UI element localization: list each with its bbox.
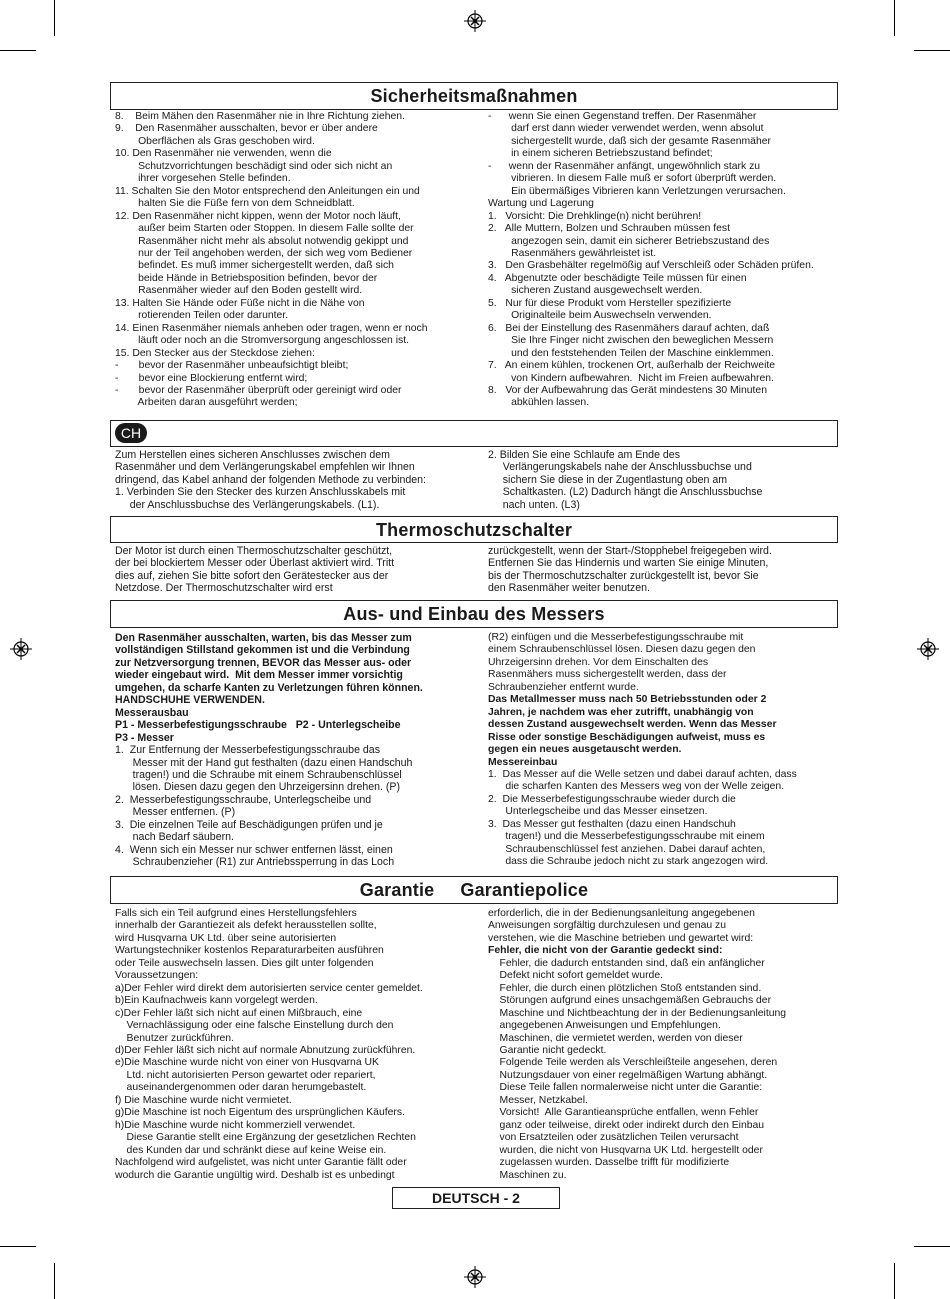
text-line: Arbeiten daran ausgeführt werden;: [115, 397, 298, 409]
text-line: die scharfen Kanten des Messers weg von der Welle zeigen.: [488, 781, 785, 793]
text-line: Wartung und Lagerung: [488, 198, 594, 210]
text-line: befindet. Es muß immer sichergestellt werden, daß sich: [115, 260, 394, 272]
text-line: wodurch die Garantie ungültig wird. Deshalb ist es unbedingt: [115, 1169, 395, 1181]
text-line: e)Die Maschine wurde nicht von einer von Husqvarna UK: [115, 1057, 379, 1069]
text-line: und den feststehenden Teilen der Maschine einklemmen.: [488, 347, 774, 359]
text-line: Defekt nicht sofort gemeldet wurde.: [488, 970, 663, 982]
text-line: Messerausbau: [115, 706, 189, 719]
text-line: Voraussetzungen:: [115, 970, 199, 982]
text-line: - wenn der Rasenmäher anfängt, ungewöhnlich stark zu: [488, 160, 761, 172]
text-line: Fehler, die dadurch entstanden sind, daß ein anfänglicher: [488, 957, 765, 969]
text-line: 3. Die einzelnen Teile auf Beschädigungen prüfen und je: [115, 818, 383, 831]
text-line: abkühlen lassen.: [488, 397, 590, 409]
text-line: 14. Einen Rasenmäher niemals anheben oder tragen, wenn er noch: [115, 322, 428, 334]
text-line: 5. Nur für diese Produkt vom Hersteller spezifizierte: [488, 297, 732, 309]
text-line: Verlängerungskabels nahe der Anschlussbuchse und: [488, 461, 752, 474]
crop-mark-bottom-right-h: [914, 1246, 950, 1247]
blade-right-column: [488, 632, 838, 869]
text-line: tragen!) und die Messerbefestigungsschraube mit einem: [488, 831, 765, 843]
text-line: des Kunden dar und schränkt diese auf keine Weise ein.: [115, 1144, 387, 1156]
blade-left-column: [115, 632, 487, 869]
text-line: umgehen, da scharfe Kanten zu Verletzungen führen können.: [115, 681, 423, 694]
registration-mark-icon: [917, 638, 939, 660]
text-line: Messer, Netzkabel.: [488, 1094, 588, 1106]
crop-mark-bottom-right-v: [894, 1263, 895, 1299]
text-line: tragen!) und die Schraube mit einem Schraubenschlüssel: [115, 768, 402, 781]
section-title: Garantie Garantiepolice: [359, 880, 589, 900]
crop-mark-bottom-left-v: [54, 1263, 55, 1299]
section-title: Sicherheitsmaßnahmen: [370, 86, 578, 106]
text-line: Diese Garantie stellt eine Ergänzung der gesetzlichen Rechten: [115, 1132, 416, 1144]
text-line: c)Der Fehler läßt sich nicht auf einen Mißbrauch, eine: [115, 1007, 363, 1019]
text-line: Rasenmäher wieder auf den Boden gestellt wird.: [115, 285, 363, 297]
text-line: 2. Alle Muttern, Bolzen und Schrauben müssen fest: [488, 223, 731, 235]
text-line: - bevor eine Blockierung entfernt wird;: [115, 372, 308, 384]
text-line: 11. Schalten Sie den Motor entsprechend den Anleitungen ein und: [115, 185, 420, 197]
text-line: Das Metallmesser muss nach 50 Betriebsstunden oder 2: [488, 694, 767, 706]
text-line: Rasenmäher und dem Verlängerungskabel empfehlen wir Ihnen: [115, 461, 415, 474]
text-line: Fehler, die nicht von der Garantie gedeckt sind:: [488, 945, 723, 957]
text-line: Vernachlässigung oder eine falsche Einstellung durch den: [115, 1020, 394, 1032]
country-badge: CH: [115, 423, 147, 443]
text-line: 15. Den Stecker aus der Steckdose ziehen:: [115, 347, 315, 359]
text-line: sichern Sie diese in der Zugentlastung oben am: [488, 473, 728, 486]
section-header-warranty: [110, 876, 838, 904]
text-line: 13. Halten Sie Hände oder Füße nicht in die Nähe von: [115, 297, 365, 309]
text-line: dringend, das Kabel anhand der folgenden Methode zu verbinden:: [115, 473, 426, 486]
text-line: vollständigen Stillstand gekommen ist und die Verbindung: [115, 644, 410, 657]
text-line: 2. Bilden Sie eine Schlaufe am Ende des: [488, 449, 680, 461]
text-line: Uhrzeigersinn drehen. Vor dem Einschalten des: [488, 656, 709, 668]
text-line: innerhalb der Garantiezeit als defekt herausstellen sollte,: [115, 920, 377, 932]
text-line: 1. Vorsicht: Die Drehklinge(n) nicht berühren!: [488, 210, 702, 222]
text-line: 3. Das Messer gut festhalten (dazu einen Handschuh: [488, 818, 736, 830]
text-line: 4. Wenn sich ein Messer nur schwer entfernen lässt, einen: [115, 843, 393, 856]
text-line: Störungen aufgrund eines unsachgemäßen Gebrauchs der: [488, 995, 772, 1007]
section-header-safety: [110, 82, 838, 110]
crop-mark-bottom-left-h: [0, 1246, 36, 1247]
text-line: 8. Vor der Aufbewahrung das Gerät mindestens 30 Minuten: [488, 384, 767, 396]
text-line: nur der Teil angehoben werden, der sich weg vom Bediener: [115, 247, 413, 259]
text-line: d)Der Fehler läßt sich nicht auf normale Abnutzung zurückführen.: [115, 1044, 416, 1056]
text-line: Ein übermäßiges Vibrieren kann Verletzungen verursachen.: [488, 185, 786, 197]
text-line: zurückgestellt, wenn der Start-/Stopphebel freigegeben wird.: [488, 545, 772, 557]
text-line: - wenn Sie einen Gegenstand treffen. Der Rasenmäher: [488, 111, 757, 122]
text-line: 1. Verbinden Sie den Stecker des kurzen Anschlusskabels mit: [115, 486, 406, 499]
text-line: Fehler, die durch einen plötzlichen Stoß entstanden sind.: [488, 982, 762, 994]
text-line: halten Sie die Füße fern von dem Schneidblatt.: [115, 198, 355, 210]
text-line: HANDSCHUHE VERWENDEN.: [115, 694, 265, 707]
text-line: dass die Schraube jedoch nicht zu stark angezogen wird.: [488, 856, 769, 868]
text-line: Netzdose. Der Thermoschutzschalter wird erst: [115, 582, 333, 595]
text-line: Sie Ihre Finger nicht zwischen den beweglichen Messern: [488, 335, 774, 347]
text-line: der Anschlussbuchse des Verlängerungskabels. (L1).: [115, 498, 380, 511]
text-line: Schutzvorrichtungen beschädigt sind oder sich nicht an: [115, 160, 393, 172]
ch-right-column: [488, 449, 838, 511]
text-line: f) Die Maschine wurde nicht vermietet.: [115, 1094, 292, 1106]
text-line: nach unten. (L3): [488, 498, 580, 511]
text-line: g)Die Maschine ist noch Eigentum des ursprünglichen Käufers.: [115, 1107, 405, 1119]
text-line: Entfernen Sie das Hindernis und warten Sie einige Minuten,: [488, 557, 769, 570]
crop-mark-top-right-v: [894, 0, 895, 36]
text-line: dessen Zustand ausgewechselt werden. Wenn das Messer: [488, 719, 777, 731]
crop-mark-top-left-h: [0, 50, 36, 51]
text-line: gegen ein neues ausgetauscht werden.: [488, 744, 682, 756]
section-title: Thermoschutzschalter: [375, 520, 573, 540]
text-line: erforderlich, die in der Bedienungsanleitung angegebenen: [488, 908, 755, 919]
text-line: Nutzungsdauer von einer regelmäßigen Wartung abhängt.: [488, 1069, 768, 1081]
text-line: Oberflächen als Gras geschoben wird.: [115, 135, 315, 147]
text-line: 10. Den Rasenmäher nie verwenden, wenn die: [115, 148, 332, 160]
text-line: 1. Zur Entfernung der Messerbefestigungsschraube das: [115, 744, 380, 757]
text-line: wieder eingebaut wird. Mit dem Messer immer vorsichtig: [115, 669, 403, 682]
text-line: h)Die Maschine wurde nicht kommerziell verwendet.: [115, 1119, 356, 1131]
text-line: Messer mit der Hand gut festhalten (dazu einen Handschuh: [115, 756, 413, 769]
text-line: Jahren, je nachdem was eher zutrifft, unabhängig von: [488, 706, 754, 718]
text-line: Diese Teile fallen normalerweise nicht unter die Garantie:: [488, 1082, 763, 1094]
text-line: - bevor der Rasenmäher überprüft oder gereinigt wird oder: [115, 384, 402, 396]
text-line: Schraubenzieher (R1) zur Antriebssperrung in das Loch: [115, 856, 395, 869]
text-line: von Ersatzteilen oder zusätzlichen Teilen verursacht: [488, 1132, 739, 1144]
registration-mark-icon: [10, 638, 32, 660]
text-line: 2. Messerbefestigungsschraube, Unterlegscheibe und: [115, 793, 372, 806]
text-line: zur Netzversorgung trennen, BEVOR das Messer aus- oder: [115, 656, 412, 669]
text-line: Ltd. nicht autorisierten Person gewartet oder repariert,: [115, 1069, 376, 1081]
text-line: rotierenden Teilen oder darunter.: [115, 310, 289, 322]
text-line: Garantie nicht gedeckt.: [488, 1044, 607, 1056]
text-line: (R2) einfügen und die Messerbefestigungsschraube mit: [488, 632, 744, 643]
text-line: b)Ein Kaufnachweis kann vorgelegt werden.: [115, 995, 318, 1007]
text-line: oder Teile auswechseln lassen. Dies gilt unter folgenden: [115, 957, 374, 969]
text-line: verstehen, wie die Maschine betrieben und gewartet wird:: [488, 932, 754, 944]
text-line: P1 - Messerbefestigungsschraube P2 - Unterlegscheibe: [115, 719, 401, 732]
text-line: - bevor der Rasenmäher unbeaufsichtigt bleibt;: [115, 360, 349, 372]
text-line: Maschinen, die vermietet werden, werden von dieser: [488, 1032, 743, 1044]
text-line: von Kindern aufbewahren. Nicht im Freien aufbewahren.: [488, 372, 774, 384]
section-header-blade: [110, 600, 838, 628]
section-header-thermo: [110, 516, 838, 543]
text-line: Der Motor ist durch einen Thermoschutzschalter geschützt,: [115, 545, 393, 557]
text-line: Folgende Teile werden als Verschleißteile angesehen, deren: [488, 1057, 778, 1069]
text-line: 2. Die Messerbefestigungsschraube wieder durch die: [488, 793, 736, 805]
text-line: 9. Den Rasenmäher ausschalten, bevor er über andere: [115, 123, 378, 135]
text-line: Risse oder sonstige Beschädigungen aufweist, muss es: [488, 731, 766, 743]
text-line: in einem sicheren Betriebszustand befindet;: [488, 148, 713, 160]
text-line: Maschinen zu.: [488, 1169, 567, 1181]
registration-mark-icon: [464, 1266, 486, 1288]
text-line: Originalteile beim Auswechseln verwenden.: [488, 310, 712, 322]
text-line: Den Rasenmäher ausschalten, warten, bis das Messer zum: [115, 632, 412, 644]
ch-left-column: [115, 449, 487, 511]
text-line: nach Bedarf säubern.: [115, 831, 234, 844]
text-line: einem Schraubenschlüssel lösen. Diesen dazu gegen den: [488, 644, 756, 656]
text-line: ganz oder teilweise, direkt oder indirekt durch den Einbau: [488, 1119, 765, 1131]
thermo-right-column: [488, 545, 838, 595]
text-line: 1. Das Messer auf die Welle setzen und dabei darauf achten, dass: [488, 768, 797, 780]
text-line: sicheren Zustand ausgewechselt werden.: [488, 285, 703, 297]
safety-right-column: [488, 111, 838, 410]
text-line: den Rasenmäher weiter benutzen.: [488, 582, 650, 595]
text-line: Schaltkasten. (L2) Dadurch hängt die Anschlussbuchse: [488, 486, 763, 499]
text-line: 12. Den Rasenmäher nicht kippen, wenn der Motor noch läuft,: [115, 210, 401, 222]
text-line: beide Hände in Betriebsposition befinden, bevor der: [115, 272, 378, 284]
text-line: Schraubenzieher entfernt wurde.: [488, 681, 639, 693]
text-line: Messereinbau: [488, 756, 558, 768]
text-line: Anweisungen sorgfältig durchzulesen und genau zu: [488, 920, 726, 932]
text-line: Unterlegscheibe und das Messer einsetzen.: [488, 806, 708, 818]
text-line: sichergestellt wurde, daß sich der gesamte Rasenmäher: [488, 135, 771, 147]
text-line: 8. Beim Mähen den Rasenmäher nie in Ihre Richtung ziehen.: [115, 111, 405, 122]
text-line: P3 - Messer: [115, 731, 174, 744]
text-line: 4. Abgenutzte oder beschädigte Teile müssen für einen: [488, 272, 747, 284]
safety-left-column: [115, 111, 487, 410]
text-line: Vorsicht! Alle Garantieansprüche entfallen, wenn Fehler: [488, 1107, 759, 1119]
warranty-left-column: [115, 908, 487, 1182]
text-line: Nachfolgend wird aufgelistet, was nicht unter Garantie fällt oder: [115, 1157, 407, 1169]
crop-mark-top-right-h: [914, 50, 950, 51]
text-line: Rasenmähers gewährleistet ist.: [488, 247, 657, 259]
text-line: Wartungstechniker kostenlos Reparaturarbeiten ausführen: [115, 945, 384, 957]
text-line: der bei blockiertem Messer oder Überlast aktiviert wird. Tritt: [115, 557, 395, 570]
text-line: Schraubenschlüssel fest anziehen. Dabei darauf achten,: [488, 843, 766, 855]
text-line: Maschine und Nichtbeachtung der in der Bedienungsanleitung: [488, 1007, 787, 1019]
text-line: Rasenmähers muss sichergestellt werden, dass der: [488, 669, 727, 681]
text-line: angezogen sein, damit ein sicherer Betriebszustand des: [488, 235, 770, 247]
thermo-left-column: [115, 545, 487, 595]
text-line: angegebenen Anweisungen und Empfehlungen.: [488, 1020, 721, 1032]
text-line: 6. Bei der Einstellung des Rasenmähers darauf achten, daß: [488, 322, 770, 334]
section-header-ch: [110, 420, 838, 447]
text-line: wird Husqvarna UK Ltd. über seine autorisierten: [115, 932, 337, 944]
text-line: außer beim Starten oder Stoppen. In diesem Falle sollte der: [115, 223, 414, 235]
text-line: 3. Den Grasbehälter regelmößig auf Verschleiß oder Schäden prüfen.: [488, 260, 814, 272]
text-line: wurden, die nicht von Husqvarna UK Ltd. hergestellt oder: [488, 1144, 763, 1156]
text-line: auseinandergenommen oder daran herumgebastelt.: [115, 1082, 367, 1094]
text-line: Benutzer zurückführen.: [115, 1032, 234, 1044]
registration-mark-icon: [464, 10, 486, 32]
text-line: Rasenmäher nicht mehr als absolut notwendig gekippt und: [115, 235, 409, 247]
text-line: läuft oder noch an die Stromversorgung angeschlossen ist.: [115, 335, 409, 347]
text-line: Messer entfernen. (P): [115, 806, 236, 819]
text-line: bis der Thermoschutzschalter zurückgestellt ist, bevor Sie: [488, 569, 759, 582]
text-line: vibrieren. In diesem Falle muß er sofort überprüft werden.: [488, 173, 777, 185]
page-number-label: DEUTSCH - 2: [392, 1187, 560, 1209]
text-line: 7. An einem kühlen, trockenen Ort, außerhalb der Reichweite: [488, 360, 776, 372]
text-line: ihrer vorgesehen Stelle befinden.: [115, 173, 291, 185]
section-title: Aus- und Einbau des Messers: [343, 604, 605, 624]
text-line: Zum Herstellen eines sicheren Anschlusses zwischen dem: [115, 449, 390, 461]
text-line: dies auf, ziehen Sie bitte sofort den Gerätestecker aus der: [115, 569, 389, 582]
crop-mark-top-left-v: [54, 0, 55, 36]
warranty-right-column: [488, 908, 838, 1182]
text-line: darf erst dann wieder verwendet werden, wenn absolut: [488, 123, 764, 135]
text-line: lösen. Diesen dazu gegen den Uhrzeigersinn drehen. (P): [115, 781, 401, 794]
text-line: Falls sich ein Teil aufgrund eines Herstellungsfehlers: [115, 908, 357, 919]
text-line: zugelassen wurden. Dasselbe trifft für modifizierte: [488, 1157, 730, 1169]
text-line: a)Der Fehler wird direkt dem autorisierten service center gemeldet.: [115, 982, 423, 994]
